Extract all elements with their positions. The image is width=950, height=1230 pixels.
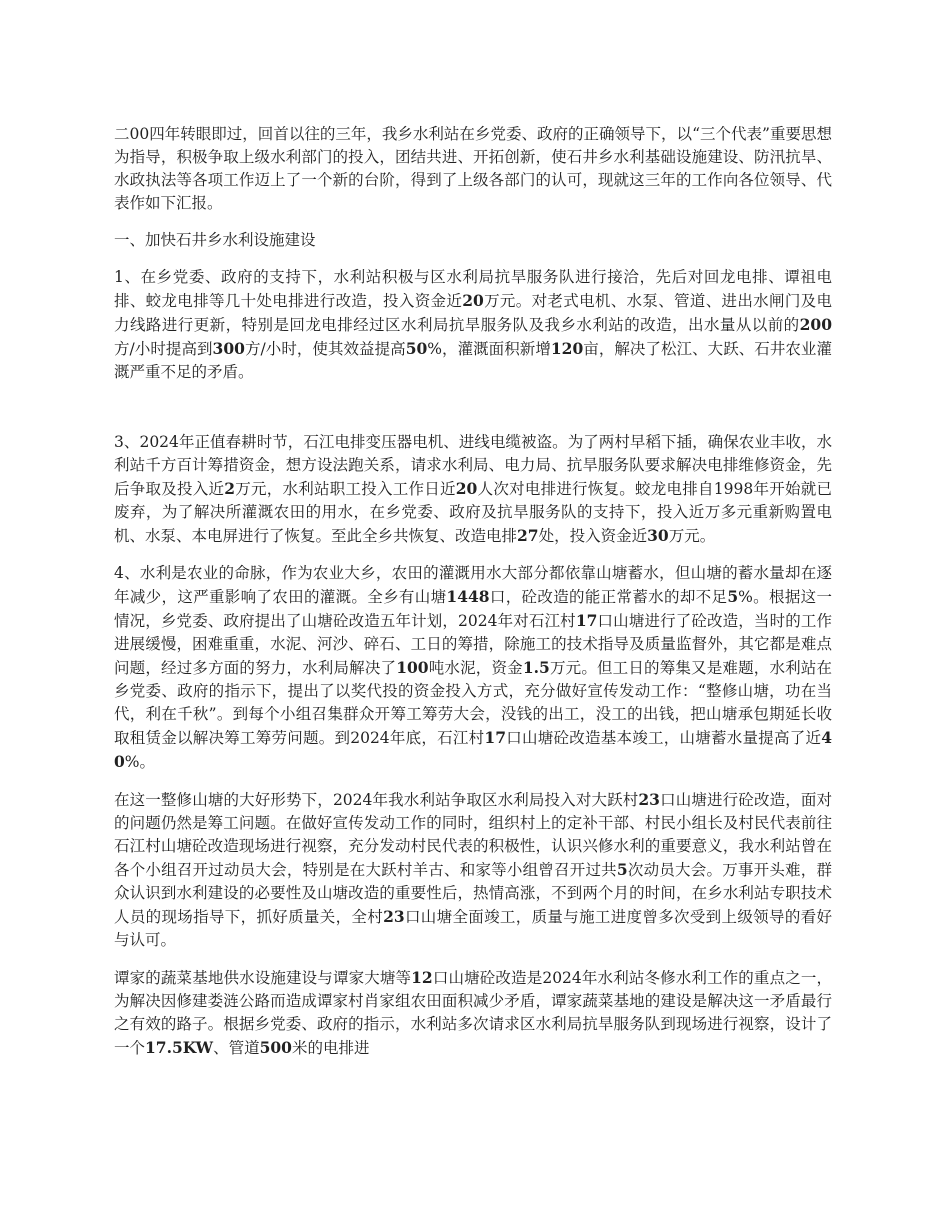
document-body bbox=[114, 123, 832, 1074]
text-run: 3、2024年正值春耕时节，石江电排变压器电机、进线电缆被盗。为了两村早稻下插，确保农业丰收，水利站千方百计筹措资金，想方设法跑关系，请求水利局、电力局、抗旱服务队要求解决电排维修资金，先后争取及投入近 bbox=[114, 433, 832, 498]
text-run: 二00四年转眼即过，回首以往的三年，我乡水利站在乡党委、政府的正确领导下，以“三个代表”重要思想为指导，积极争取上级水利部门的投入，团结共进、开拓创新，使石井乡水利基础设施建设、防汛抗旱、水政执法等各项工作迈上了一个新的台阶，得到了上级各部门的认可，现就这三年的工作向各位领导、代表作如下汇报。 bbox=[114, 125, 832, 212]
bold-figure: 17.5KW bbox=[145, 1038, 214, 1057]
text-run: 亩，解决了松江、大跃、石井农业灌溉严重不足的矛盾。 bbox=[114, 340, 832, 381]
text-run: 口山塘全面竣工，质量与施工进度曾多次受到上级领导的看好与认可。 bbox=[114, 908, 832, 949]
text-run: %。 bbox=[124, 753, 156, 771]
text-run: 方/小时提高到 bbox=[114, 340, 213, 358]
bold-figure: 27 bbox=[517, 526, 539, 545]
bold-figure: 5 bbox=[727, 587, 739, 606]
text-run: 谭家的蔬菜基地供水设施建设与谭家大塘等 bbox=[114, 969, 412, 987]
bold-figure: 120 bbox=[550, 339, 584, 358]
text-run: 口山塘进行了砼改造，当时的工作进展缓慢，困难重重，水泥、河沙、碎石、工日的筹措，除施工的技术指导及质量监督外，其它都是难点问题，经过多方面的努力，水利局解决了 bbox=[114, 612, 832, 677]
paragraph bbox=[114, 266, 832, 384]
text-run: 次动员大会。万事开头难，群众认识到水利建设的必要性及山塘改造的重要性后，热情高涨，不到两个月的时间，在乡水利站专职技术人员的现场指导下，抓好质量关，全村 bbox=[114, 861, 832, 926]
text-run: 处，投入资金近 bbox=[538, 527, 648, 545]
bold-figure: 2 bbox=[224, 479, 236, 498]
bold-figure: 20 bbox=[462, 291, 484, 310]
text-run: 1、在乡党委、政府的支持下，水利站积极与区水利局抗旱服务队进行接洽，先后对回龙电排、谭祖电排、蛟龙电排等几十处电排进行改造，投入资金近 bbox=[114, 268, 832, 310]
bold-figure: 5 bbox=[616, 860, 628, 879]
text-run: 米的电排进 bbox=[291, 1039, 370, 1057]
text-run: 口山塘砼改造是2024年水利站冬修水利工作的重点之一，为解决因修建娄涟公路而造成谭家村肖家组农田面积减少矛盾，谭家蔬菜基地的建设是解决这一矛盾最行之有效的路子。根据乡党委、政府的指示，水利站多次请求区水利局抗旱服务队到现场进行视察，设计了一个 bbox=[114, 969, 832, 1057]
paragraph-gap bbox=[114, 398, 832, 431]
text-run: 口山塘砼改造基本竣工，山塘蓄水量提高了近 bbox=[505, 729, 822, 747]
paragraph bbox=[114, 123, 832, 215]
text-run: 在这一整修山塘的大好形势下，2024年我水利站争取区水利局投入对大跃村 bbox=[114, 791, 639, 809]
bold-figure: 23 bbox=[383, 907, 405, 926]
text-run: 万元，水利站职工投入工作日近 bbox=[235, 480, 456, 498]
bold-figure: 20 bbox=[455, 479, 478, 498]
text-run: 人次对电排进行恢复。蛟龙电排自1998年开始就已废弃，为了解决所灌溉农田的用水，在乡党委、政府及抗旱服务队的支持下，投入近万多元重新购置电机、水泵、本电屏进行了恢复。至此全乡共恢复、改造电排 bbox=[114, 480, 832, 545]
paragraph bbox=[114, 562, 832, 774]
text-run: 、管道 bbox=[213, 1039, 260, 1057]
bold-figure: 200 bbox=[799, 315, 832, 334]
bold-figure: 1448 bbox=[446, 587, 490, 606]
bold-figure: 50 bbox=[405, 339, 428, 358]
text-run: %。根据这一情况，乡党委、政府提出了山塘砼改造五年计划，2024年对石江村 bbox=[114, 588, 832, 630]
text-run: 口，砼改造的能正常蓄水的却不足 bbox=[489, 588, 728, 606]
text-run: 口山塘进行砼改造，面对的问题仍然是筹工问题。在做好宣传发动工作的同时，组织村上的定补干部、村民小组长及村民代表前往石江村山塘砼改造现场进行视察，充分发动村民代表的积极性，认识兴修水利的重要意义，我水利站曾在各个小组召开过动员大会，特别是在大跃村羊古、和家等小组曾召开过共 bbox=[114, 791, 832, 879]
bold-figure: 40 bbox=[114, 728, 832, 771]
bold-figure: 300 bbox=[212, 339, 245, 358]
bold-figure: 17 bbox=[484, 728, 506, 747]
text-run: 4、水利是农业的命脉，作为农业大乡，农田的灌溉用水大部分都依靠山塘蓄水，但山塘的蓄水量却在逐年减少，这严重影响了农田的灌溉。全乡有山塘 bbox=[114, 564, 832, 606]
bold-figure: 17 bbox=[575, 611, 598, 630]
text-run: 万元。但工日的筹集又是难题，水利站在乡党委、政府的指示下，提出了以奖代投的资金投入方式，充分做好宣传发动工作：“整修山塘，功在当代，利在千秋”。到每个小组召集群众开筹工筹劳大会，没钱的出工，没工的出钱，把山塘承包期延长收取租赁金以解决筹工筹劳问题。到2024年底，石江村 bbox=[114, 659, 832, 747]
text-run: 方/小时，使其效益提高 bbox=[244, 340, 406, 358]
paragraph bbox=[114, 431, 832, 548]
paragraph bbox=[114, 788, 832, 952]
text-run: %，灌溉面积新增 bbox=[427, 340, 551, 358]
section-heading bbox=[114, 229, 832, 252]
bold-figure: 100 bbox=[396, 658, 429, 677]
bold-figure: 23 bbox=[638, 790, 660, 809]
text-run: 万元。对老式电机、水泵、管道、进出水闸门及电力线路进行更新，特别是回龙电排经过区水利局抗旱服务队及我乡水利站的改造，出水量从以前的 bbox=[114, 292, 832, 334]
text-run: 吨水泥，资金 bbox=[428, 659, 523, 677]
bold-figure: 500 bbox=[259, 1038, 292, 1057]
text-run: 万元。 bbox=[668, 527, 716, 545]
bold-figure: 30 bbox=[647, 526, 669, 545]
bold-figure: 1.5 bbox=[522, 658, 550, 677]
paragraph bbox=[114, 966, 832, 1060]
bold-figure: 12 bbox=[411, 968, 433, 987]
text-run: 一、加快石井乡水利设施建设 bbox=[114, 231, 316, 249]
